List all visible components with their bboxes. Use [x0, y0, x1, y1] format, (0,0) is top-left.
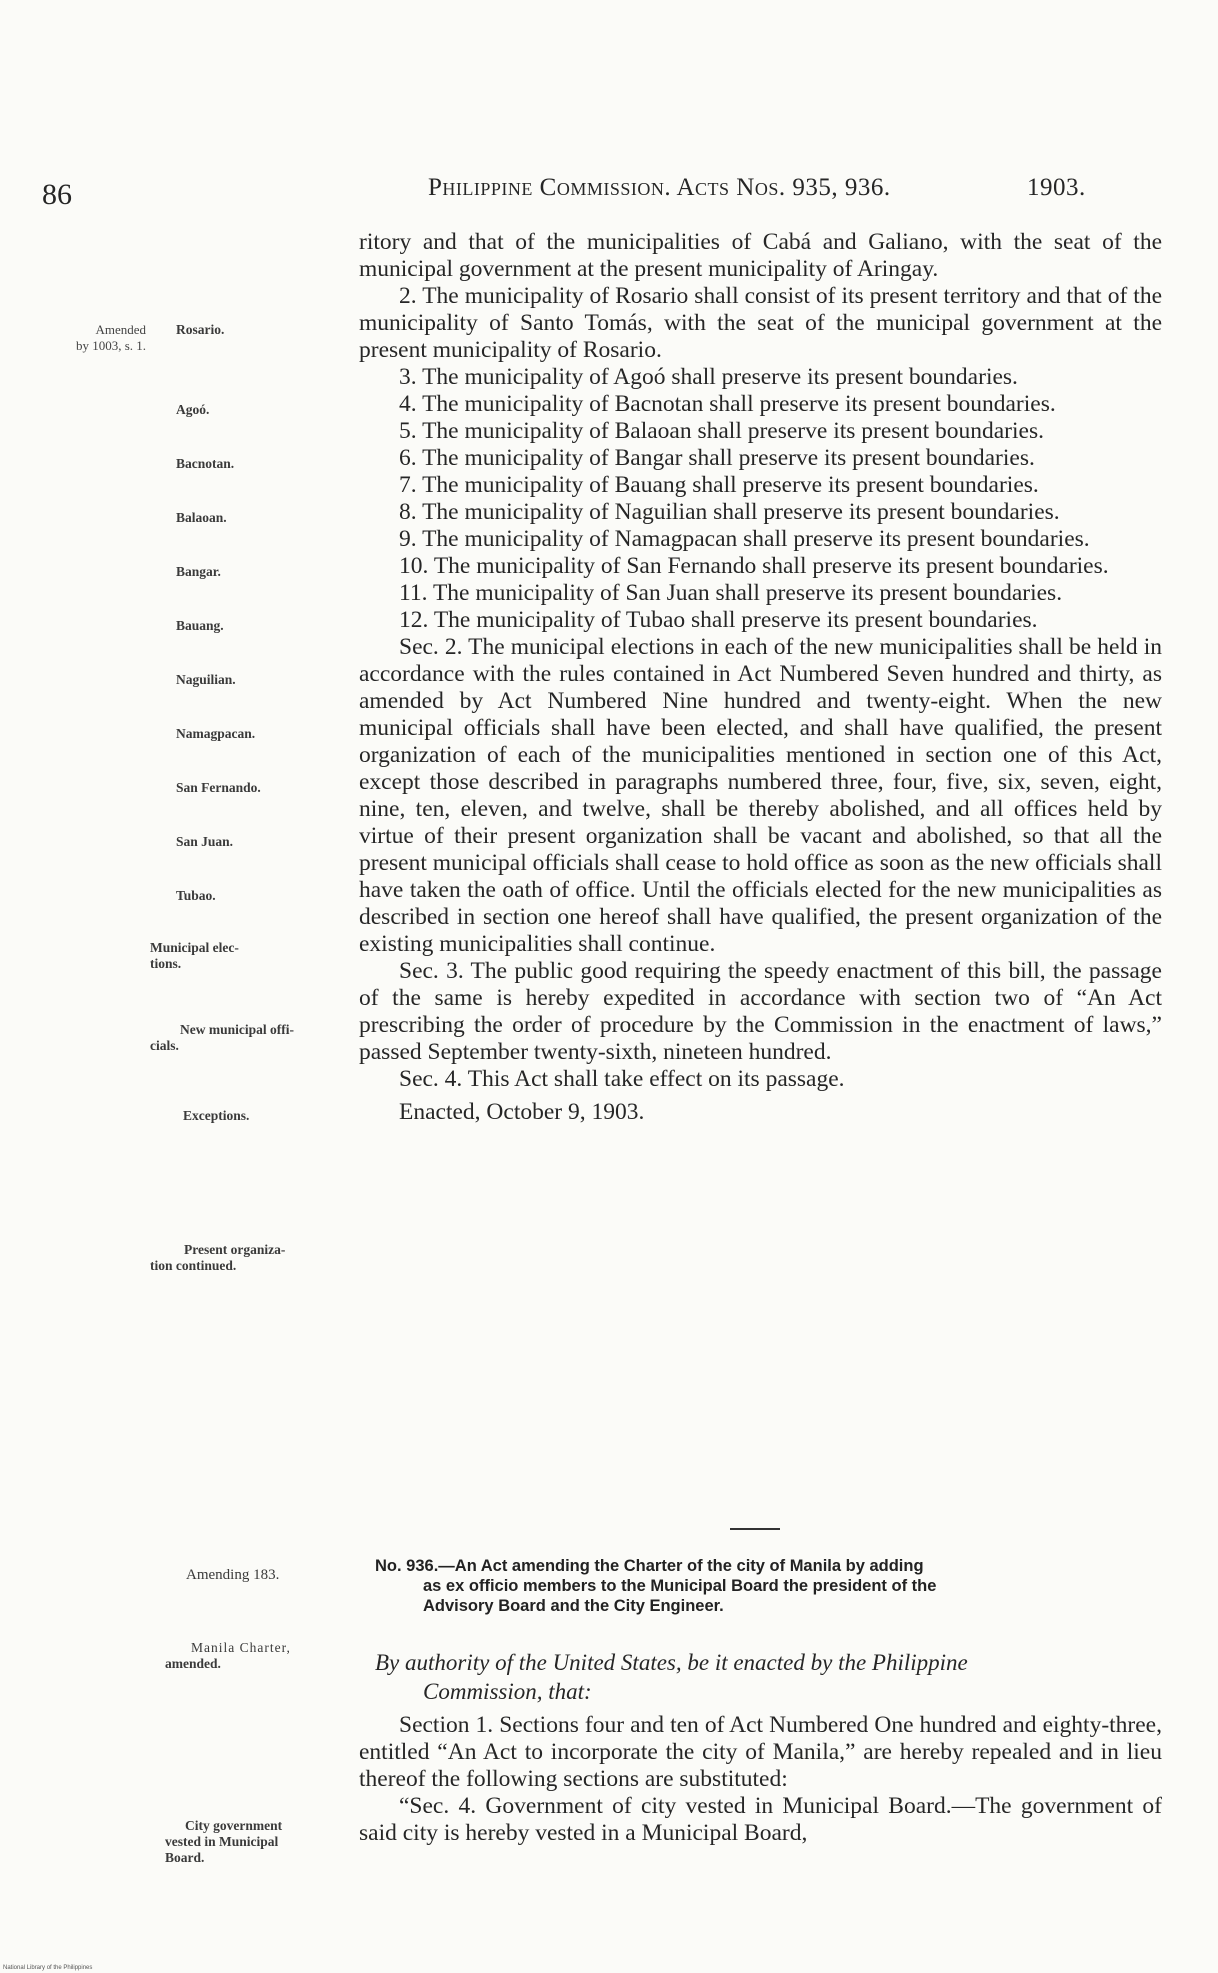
side-note-rosario: Rosario.	[176, 322, 225, 337]
amendment-note-line: by 1003, s. 1.	[75, 338, 146, 353]
paragraph-naguilian: 8. The municipality of Naguilian shall preserve its present boundaries.	[399, 499, 1060, 525]
side-note-line: Manila Charter,	[191, 1640, 291, 1655]
side-note-city-government	[165, 1818, 380, 1866]
side-note-present-organization	[150, 1242, 370, 1274]
side-note-line: tions.	[150, 956, 182, 971]
act-title-line: Advisory Board and the City Engineer.	[423, 1597, 724, 1615]
page-number: 86	[42, 178, 72, 211]
paragraph-balaoan: 5. The municipality of Balaoan shall preserve its present boundaries.	[399, 418, 1044, 444]
side-note-line: vested in Municipal	[165, 1834, 279, 1849]
section-3: Sec. 3. The public good requiring the speedy enactment of this bill, the passage of the same is hereby expedited in accordance with section two of “An Act prescribing the order of procedure by the Commission in the enactment of laws,” passed September twenty-sixth, nineteen hundred.	[359, 958, 1162, 1065]
running-head: Philippine Commission. Acts Nos. 935, 936.	[428, 174, 891, 201]
section-4: Sec. 4. This Act shall take effect on its passage.	[399, 1066, 845, 1092]
act-936-body	[359, 1712, 1162, 1847]
side-note-line: New municipal offi-	[180, 1022, 294, 1037]
side-note-tubao: Tubao.	[176, 888, 216, 903]
paragraph-bangar: 6. The municipality of Bangar shall preserve its present boundaries.	[399, 445, 1035, 471]
act-936-section-1: Section 1. Sections four and ten of Act Numbered One hundred and eighty-three, entitled “An Act to incorporate the city of Manila,” are hereby repealed and in lieu thereof the following sections are substituted:	[359, 1712, 1162, 1792]
side-note-agoo: Agoó.	[176, 402, 210, 417]
side-note-bangar: Bangar.	[176, 564, 221, 579]
paragraph-san-juan: 11. The municipality of San Juan shall preserve its present boundaries.	[399, 580, 1063, 606]
side-note-exceptions: Exceptions.	[183, 1108, 250, 1123]
side-note-bauang: Bauang.	[176, 618, 224, 633]
enacted-date: Enacted, October 9, 1903.	[399, 1099, 645, 1125]
enacting-clause	[375, 1648, 1165, 1706]
side-note-namagpacan: Namagpacan.	[176, 726, 256, 741]
side-note-naguilian: Naguilian.	[176, 672, 236, 687]
paragraph-san-fernando: 10. The municipality of San Fernando shall preserve its present boundaries.	[399, 553, 1109, 579]
enacting-line: Commission, that:	[423, 1679, 592, 1704]
side-note-line: City government	[185, 1818, 283, 1833]
side-note-line: Board.	[165, 1850, 205, 1865]
side-note-line: tion continued.	[150, 1258, 237, 1273]
running-head-year: 1903.	[1027, 174, 1086, 201]
paragraph-tubao: 12. The municipality of Tubao shall preserve its present boundaries.	[399, 607, 1038, 633]
amendment-note-line: Amended	[95, 322, 146, 337]
paragraph-bauang: 7. The municipality of Bauang shall preserve its present boundaries.	[399, 472, 1039, 498]
side-note-line: Municipal elec-	[150, 940, 239, 955]
library-footer: National Library of the Philippines	[3, 1965, 93, 1971]
act-title-line: as ex officio members to the Municipal Board the president of the	[423, 1577, 937, 1595]
act-935-body	[359, 229, 1162, 1126]
side-note-san-fernando: San Fernando.	[176, 780, 261, 795]
side-note-bacnotan: Bacnotan.	[176, 456, 235, 471]
side-note-line: cials.	[150, 1038, 179, 1053]
side-note-line: Present organiza-	[184, 1242, 286, 1257]
paragraph-rosario: 2. The municipality of Rosario shall consist of its present territory and that of the municipality of Santo Tomás, with the seat of the municipal government at the present municipality of Rosario.	[359, 283, 1162, 363]
side-note-amending: Amending 183.	[186, 1567, 280, 1583]
side-note-new-officials	[150, 1022, 370, 1054]
amendment-note	[38, 322, 146, 354]
paragraph-agoo: 3. The municipality of Agoó shall preserve its present boundaries.	[399, 364, 1018, 390]
act-title-line: No. 936.—An Act amending the Charter of the city of Manila by adding	[375, 1557, 924, 1575]
paragraph-namagpacan: 9. The municipality of Namagpacan shall preserve its present boundaries.	[399, 526, 1090, 552]
act-936-title	[375, 1556, 1168, 1616]
section-divider	[730, 1528, 780, 1530]
side-note-line: amended.	[165, 1656, 221, 1671]
section-2: Sec. 2. The municipal elections in each of the new municipalities shall be held in accordance with the rules contained in Act Numbered Seven hundred and thirty, as amended by Act Numbered Nine hundred and twenty-eight. When the new municipal officials shall have been elected, and shall have qualified, the present organization of each of the municipalities mentioned in section one of this Act, except those described in paragraphs numbered three, four, five, six, seven, eight, nine, ten, eleven, and twelve, shall be thereby abolished, and all offices held by virtue of their present organization shall be vacant and abolished, so that all the present municipal officials shall cease to hold office as soon as the new officials shall have taken the oath of office. Until the officials elected for the new municipalities as described in section one hereof shall have qualified, the present organization of the existing municipalities shall continue.	[359, 634, 1162, 957]
act-936-section-4-quote: “Sec. 4. Government of city vested in Municipal Board.—The government of said city is hereby vested in a Municipal Board,	[359, 1793, 1162, 1846]
side-note-san-juan: San Juan.	[176, 834, 234, 849]
enacting-line: By authority of the United States, be it enacted by the Philippine	[375, 1650, 968, 1675]
side-note-manila-charter	[165, 1640, 375, 1672]
side-note-balaoan: Balaoan.	[176, 510, 227, 525]
side-note-municipal-elections	[150, 940, 365, 972]
paragraph-bacnotan: 4. The municipality of Bacnotan shall preserve its present boundaries.	[399, 391, 1056, 417]
paragraph: ritory and that of the municipalities of Cabá and Galiano, with the seat of the municipal government at the present municipality of Aringay.	[359, 229, 1162, 282]
